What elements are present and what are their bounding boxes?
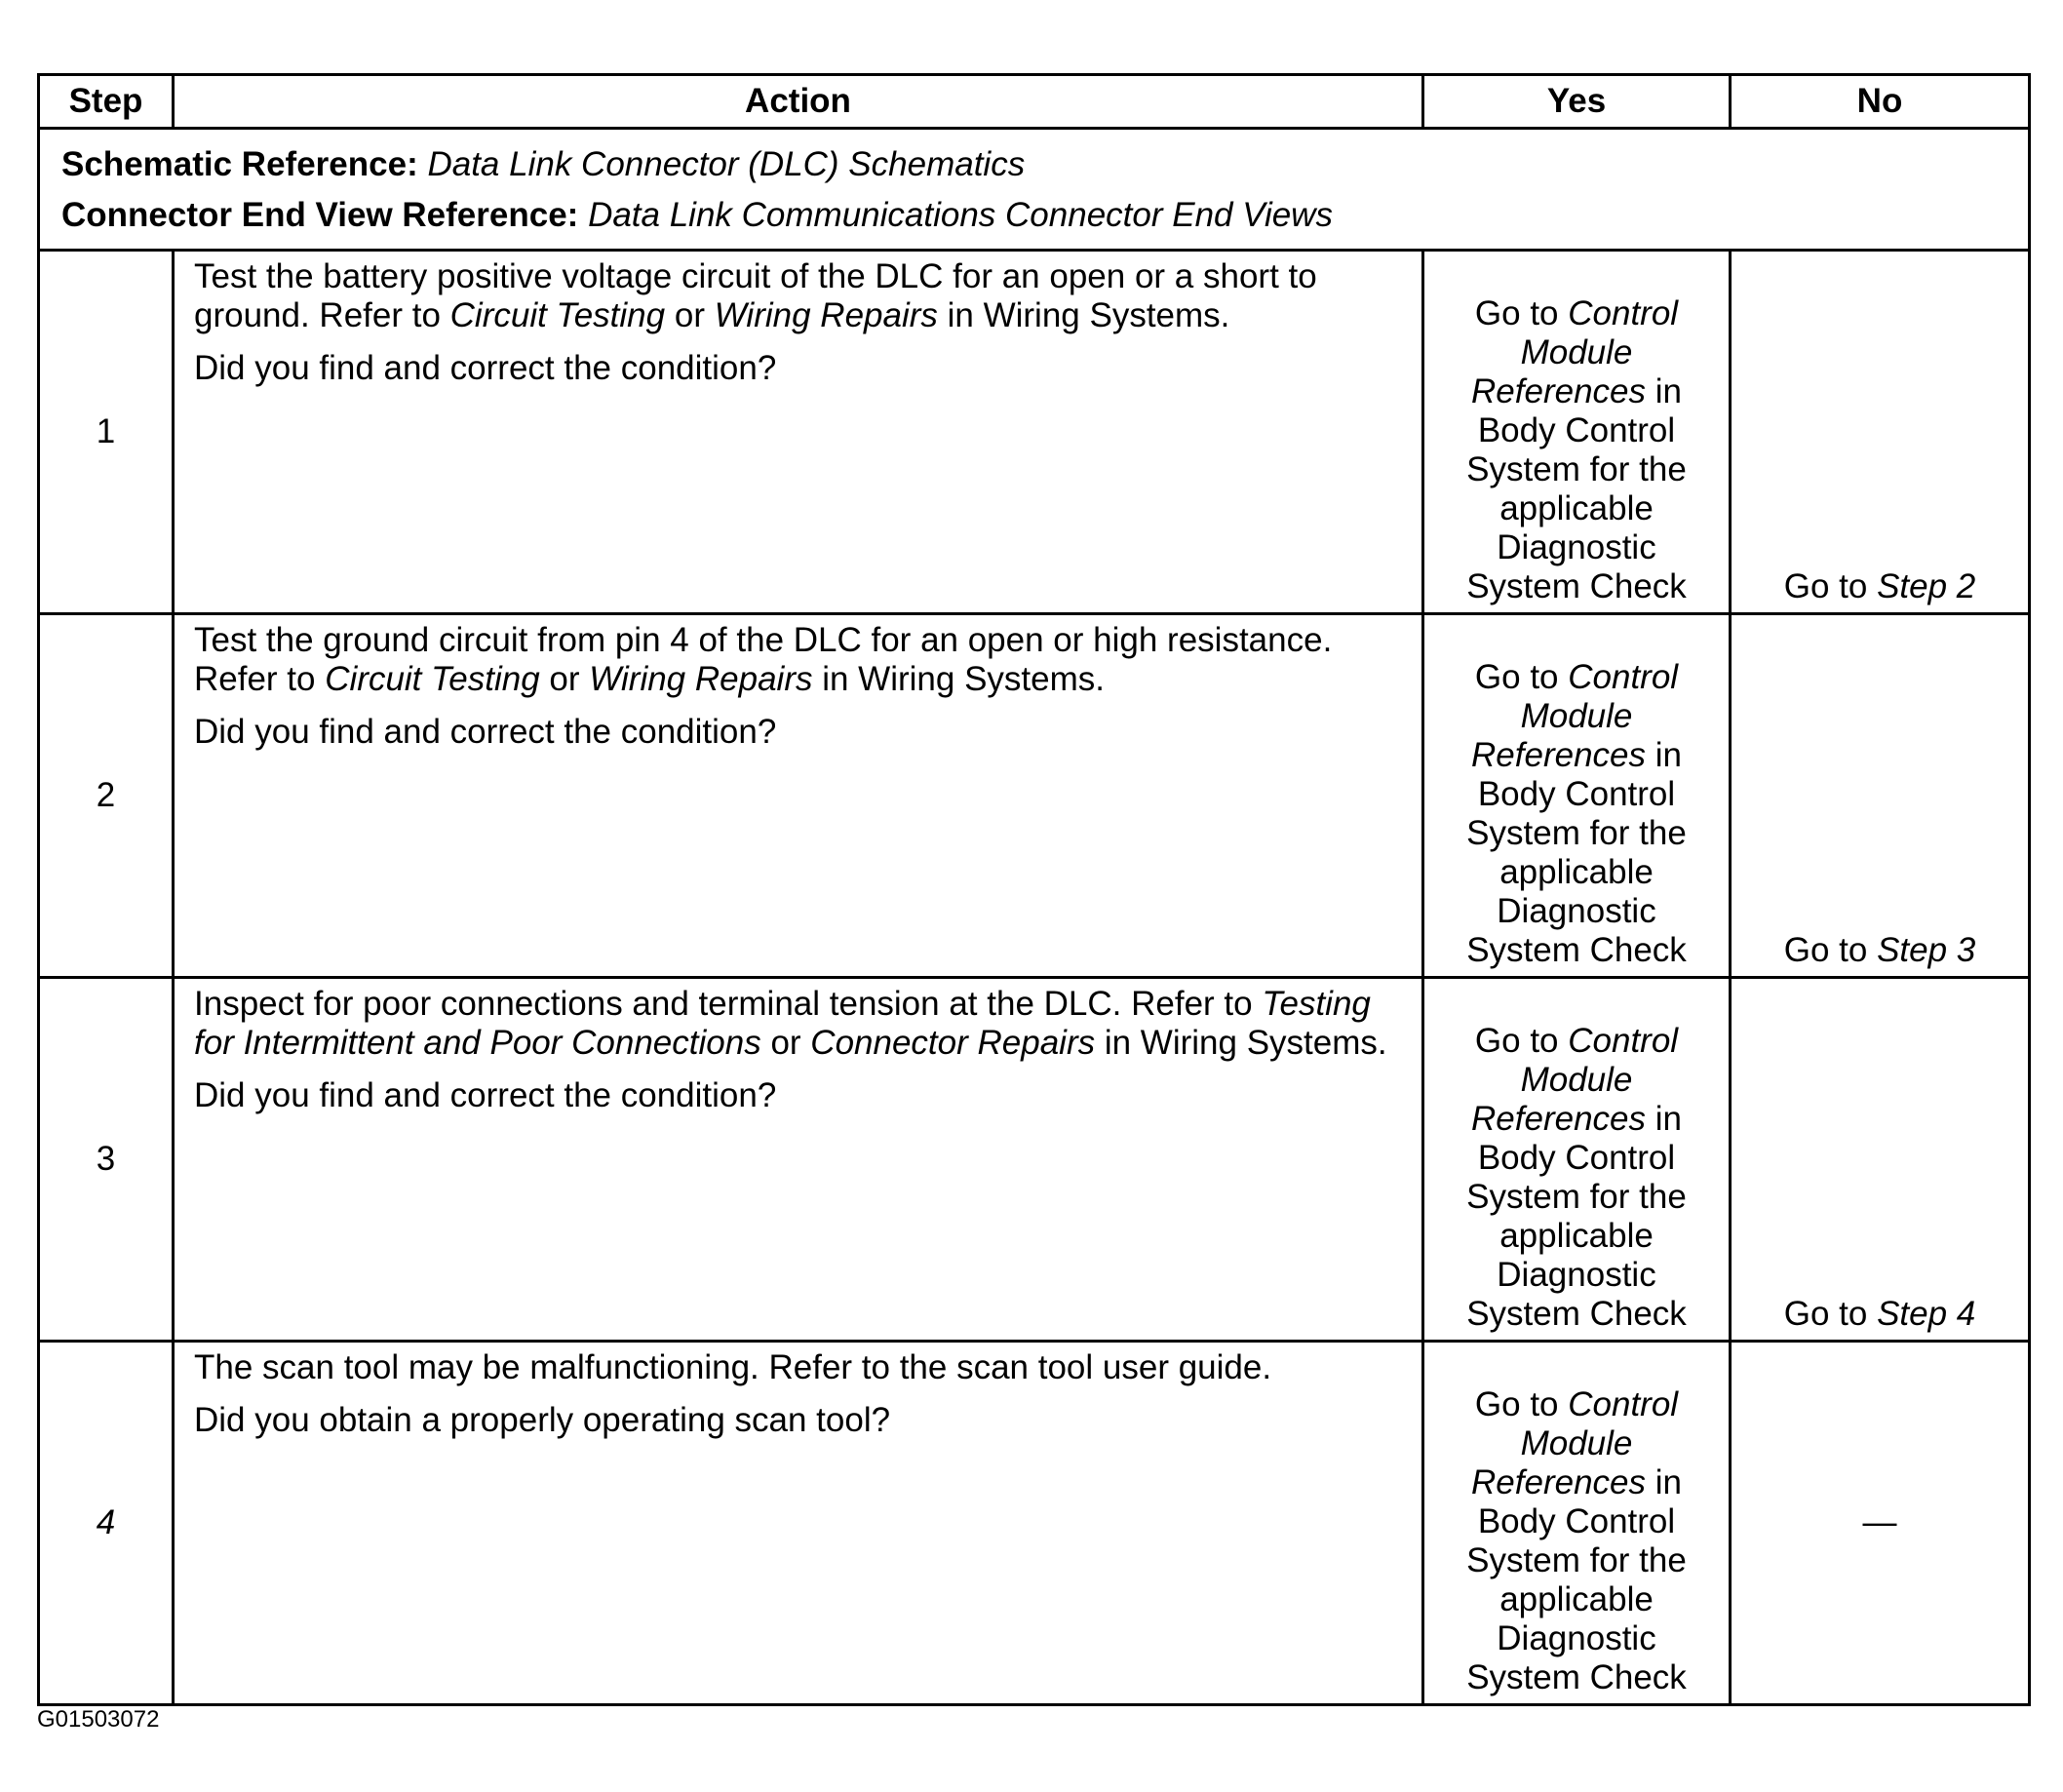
connector-end-view-reference-link[interactable]: Data Link Communications Connector End Views xyxy=(588,196,1333,234)
no-step-link[interactable]: Step 2 xyxy=(1877,567,1976,605)
yes-text: System Check xyxy=(1466,1658,1687,1696)
header-row xyxy=(39,75,2030,129)
step-row-3 xyxy=(39,978,2030,1342)
action-question: Did you find and correct the condition? xyxy=(194,713,777,751)
yes-reference-link[interactable]: Module xyxy=(1520,1424,1633,1462)
no-text: Go to xyxy=(1783,567,1878,605)
yes-cell xyxy=(1423,614,1731,978)
yes-line xyxy=(1424,775,1729,814)
header-step: Step xyxy=(39,75,174,129)
yes-line xyxy=(1424,528,1729,567)
action-text-segment: or xyxy=(760,1024,811,1062)
step-number: 4 xyxy=(39,1342,174,1705)
yes-text: Go to xyxy=(1474,1022,1569,1060)
reference-link[interactable]: Connector Repairs xyxy=(810,1024,1096,1062)
action-text-segment: Test the ground circuit from pin 4 of the DLC for an open or high resistance. Refer to xyxy=(194,621,1333,698)
action-text xyxy=(194,621,1402,699)
no-text: Go to xyxy=(1783,1295,1878,1333)
reference-row xyxy=(39,129,2030,251)
yes-text: Body Control xyxy=(1477,775,1676,813)
header-yes: Yes xyxy=(1423,75,1731,129)
yes-line xyxy=(1424,1022,1729,1061)
yes-line xyxy=(1424,1256,1729,1295)
yes-text: Diagnostic xyxy=(1497,1256,1656,1294)
yes-text: applicable xyxy=(1499,1580,1654,1618)
yes-text: System Check xyxy=(1466,1295,1687,1333)
yes-line xyxy=(1424,814,1729,853)
action-question: Did you obtain a properly operating scan tool? xyxy=(194,1401,891,1439)
yes-cell xyxy=(1423,978,1731,1342)
yes-line xyxy=(1424,736,1729,775)
yes-line xyxy=(1424,1385,1729,1424)
no-result xyxy=(1784,1295,1976,1333)
action-text xyxy=(194,257,1402,335)
step-row-2 xyxy=(39,614,2030,978)
yes-text: System for the xyxy=(1466,814,1687,852)
yes-text: applicable xyxy=(1499,1217,1654,1255)
yes-text: in xyxy=(1646,736,1682,774)
yes-line xyxy=(1424,658,1729,697)
no-step-link[interactable]: Step 3 xyxy=(1877,931,1976,969)
action-text-segment: or xyxy=(665,296,715,334)
yes-text: applicable xyxy=(1499,489,1654,527)
yes-text: Diagnostic xyxy=(1497,528,1656,566)
no-cell xyxy=(1731,1342,2030,1705)
reference-link[interactable]: Wiring Repairs xyxy=(589,660,813,698)
yes-line xyxy=(1424,489,1729,528)
action-question: Did you find and correct the condition? xyxy=(194,349,777,387)
no-cell xyxy=(1731,251,2030,614)
reference-link[interactable]: Circuit Testing xyxy=(449,296,666,334)
no-cell xyxy=(1731,614,2030,978)
yes-reference-link[interactable]: Module xyxy=(1520,333,1633,371)
yes-text: in xyxy=(1646,372,1682,410)
header-action: Action xyxy=(174,75,1423,129)
yes-text: System Check xyxy=(1466,931,1687,969)
yes-line xyxy=(1424,372,1729,411)
yes-text: Body Control xyxy=(1477,411,1676,449)
yes-text: Go to xyxy=(1474,294,1569,332)
yes-reference-link[interactable]: Control xyxy=(1568,658,1679,696)
yes-line xyxy=(1424,1580,1729,1619)
yes-text: System Check xyxy=(1466,567,1687,605)
no-result xyxy=(1784,567,1976,605)
yes-line xyxy=(1424,1658,1729,1697)
no-cell xyxy=(1731,978,2030,1342)
yes-text: Body Control xyxy=(1477,1502,1676,1540)
yes-line xyxy=(1424,931,1729,970)
connector-end-view-reference xyxy=(61,190,2028,241)
step-row-1 xyxy=(39,251,2030,614)
yes-text: Diagnostic xyxy=(1497,1619,1656,1657)
yes-reference-link[interactable]: Control xyxy=(1568,294,1679,332)
yes-text: System for the xyxy=(1466,1178,1687,1216)
action-question: Did you find and correct the condition? xyxy=(194,1076,777,1114)
yes-line xyxy=(1424,1463,1729,1502)
yes-reference-link[interactable]: Control xyxy=(1568,1385,1679,1423)
action-text-segment: in Wiring Systems. xyxy=(1095,1024,1387,1062)
yes-line xyxy=(1424,1619,1729,1658)
no-result xyxy=(1863,1503,1897,1541)
yes-text: in xyxy=(1646,1100,1682,1138)
action-text-segment: in Wiring Systems. xyxy=(812,660,1105,698)
yes-text: Body Control xyxy=(1477,1139,1676,1177)
yes-line xyxy=(1424,1178,1729,1217)
header-no: No xyxy=(1731,75,2030,129)
yes-line xyxy=(1424,294,1729,333)
reference-link[interactable]: Circuit Testing xyxy=(325,660,540,698)
yes-reference-link[interactable]: References xyxy=(1471,736,1646,774)
yes-line xyxy=(1424,892,1729,931)
action-cell xyxy=(174,978,1423,1342)
action-text-segment: The scan tool may be malfunctioning. Refer to the scan tool user guide. xyxy=(194,1348,1272,1386)
action-text xyxy=(194,1348,1402,1387)
yes-line xyxy=(1424,333,1729,372)
no-text: — xyxy=(1862,1503,1897,1541)
action-text-segment: in Wiring Systems. xyxy=(937,296,1230,334)
yes-text: System for the xyxy=(1466,1541,1687,1579)
yes-reference-link[interactable]: References xyxy=(1471,1463,1646,1501)
yes-text: Go to xyxy=(1474,658,1569,696)
no-step-link[interactable]: Step 4 xyxy=(1877,1295,1976,1333)
action-cell xyxy=(174,614,1423,978)
yes-reference-link[interactable]: References xyxy=(1471,1100,1646,1138)
figure-id: G01503072 xyxy=(37,1706,160,1733)
no-result xyxy=(1784,931,1976,969)
step-number: 2 xyxy=(39,614,174,978)
yes-reference-link[interactable]: Module xyxy=(1520,697,1633,735)
action-text-segment: Test the battery positive voltage circuit of the DLC for an open or a short to ground. Refer to xyxy=(194,257,1317,334)
action-cell xyxy=(174,1342,1423,1705)
action-text-segment: Inspect for poor connections and terminal tension at the DLC. Refer to xyxy=(194,985,1263,1023)
no-text: Go to xyxy=(1783,931,1878,969)
yes-text: Diagnostic xyxy=(1497,892,1656,930)
yes-line xyxy=(1424,697,1729,736)
yes-line xyxy=(1424,1424,1729,1463)
yes-text: applicable xyxy=(1499,853,1654,891)
schematic-reference xyxy=(61,139,2028,190)
yes-text: System for the xyxy=(1466,450,1687,488)
yes-line xyxy=(1424,1217,1729,1256)
yes-reference-link[interactable]: Control xyxy=(1568,1022,1679,1060)
yes-line xyxy=(1424,1502,1729,1541)
yes-cell xyxy=(1423,251,1731,614)
yes-line xyxy=(1424,450,1729,489)
diagnostic-table xyxy=(37,73,2031,1706)
reference-cell xyxy=(39,129,2030,251)
yes-reference-link[interactable]: Module xyxy=(1520,1061,1633,1099)
yes-text: Go to xyxy=(1474,1385,1569,1423)
schematic-reference-link[interactable]: Data Link Connector (DLC) Schematics xyxy=(427,145,1026,183)
reference-link[interactable]: Wiring Repairs xyxy=(714,296,938,334)
step-number: 1 xyxy=(39,251,174,614)
step-number: 3 xyxy=(39,978,174,1342)
yes-text: in xyxy=(1646,1463,1682,1501)
connector-end-view-reference-label: Connector End View Reference: xyxy=(61,196,579,234)
yes-cell xyxy=(1423,1342,1731,1705)
step-row-4 xyxy=(39,1342,2030,1705)
yes-line xyxy=(1424,853,1729,892)
yes-line xyxy=(1424,1100,1729,1139)
action-text-segment: or xyxy=(539,660,590,698)
yes-line xyxy=(1424,1541,1729,1580)
yes-reference-link[interactable]: References xyxy=(1471,372,1646,410)
schematic-reference-label: Schematic Reference: xyxy=(61,145,418,183)
yes-line xyxy=(1424,1295,1729,1334)
reference-link[interactable]: Testing for Intermittent and Poor Connections xyxy=(194,985,1371,1062)
action-cell xyxy=(174,251,1423,614)
action-text xyxy=(194,985,1402,1063)
yes-line xyxy=(1424,411,1729,450)
yes-line xyxy=(1424,1061,1729,1100)
yes-line xyxy=(1424,1139,1729,1178)
yes-line xyxy=(1424,567,1729,606)
